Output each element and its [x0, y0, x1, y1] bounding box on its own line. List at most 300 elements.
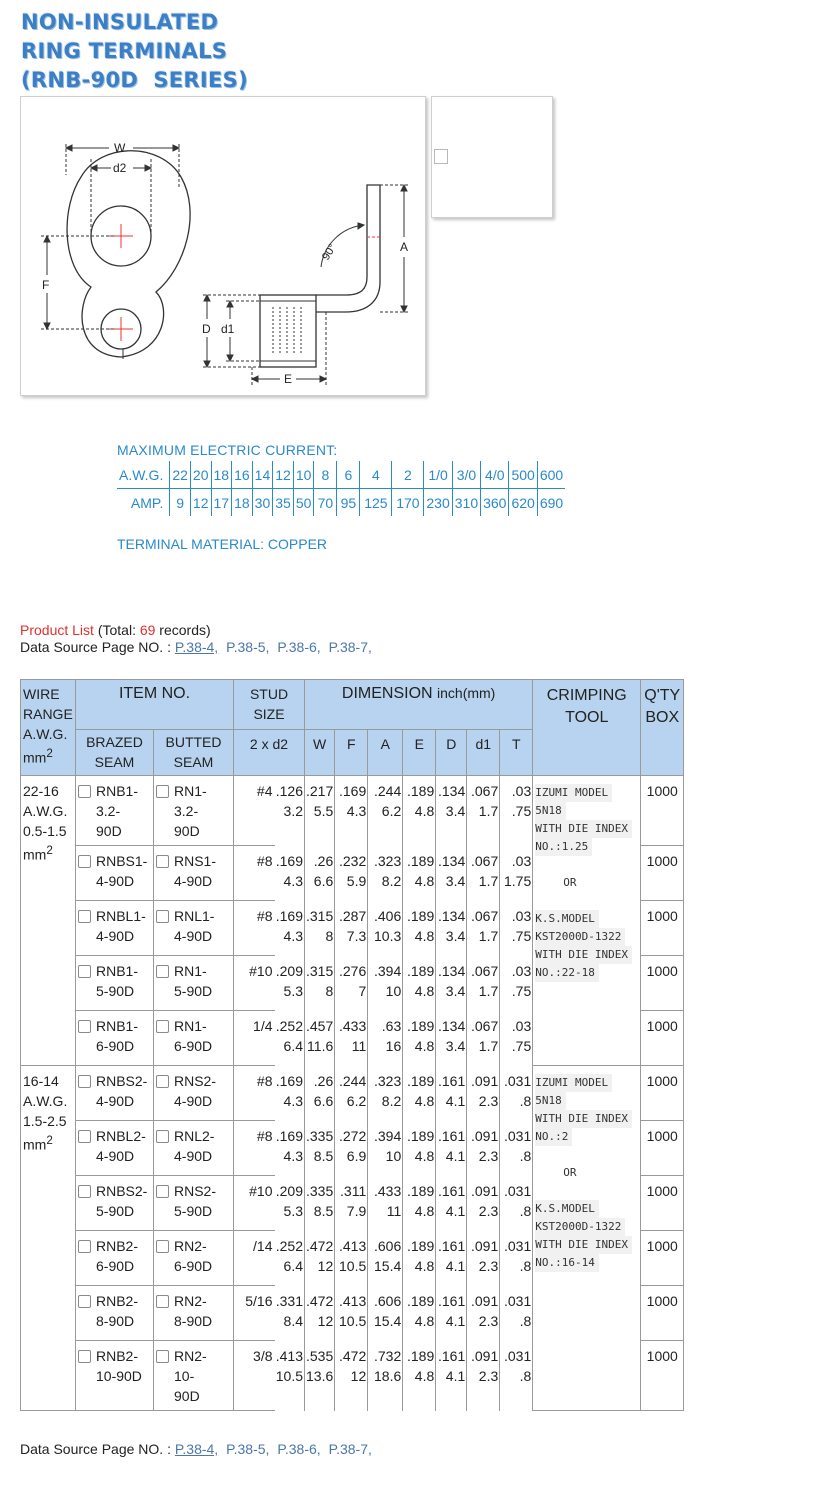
stud-size-cell: 3/8 — [234, 1341, 275, 1411]
select-checkbox[interactable] — [156, 855, 169, 868]
dimension-cell — [467, 846, 500, 901]
item-number-line: 6-90D — [174, 1258, 213, 1274]
dimension-cell — [500, 1011, 533, 1066]
dimension-mm: 11 — [351, 1037, 367, 1054]
awg-value: 16 — [232, 461, 253, 489]
material-value: COPPER — [267, 536, 328, 552]
brazed-seam-cell — [76, 1231, 154, 1286]
qty-cell: 1000 — [641, 846, 684, 901]
dimension-mm: 1.75 — [504, 872, 532, 889]
butted-seam-cell — [154, 1176, 234, 1231]
dimension-inch: .311 — [340, 1182, 367, 1199]
select-checkbox[interactable] — [78, 1240, 91, 1253]
dimension-mm: 8 — [325, 982, 334, 999]
dimension-inch: .335 — [306, 1182, 334, 1199]
dimension-cell — [436, 1341, 467, 1411]
item-number-line: 6-90D — [96, 1258, 135, 1274]
dimension-mm: 15.4 — [374, 1257, 402, 1274]
dimension-mm: 8.5 — [313, 1147, 334, 1164]
dimension-mm: 3.2 — [283, 803, 303, 819]
tool-line — [535, 784, 638, 802]
header-item-no: ITEM NO. — [76, 680, 234, 730]
header-stud-sub: 2 x d2 — [234, 730, 305, 776]
dimension-mm: 4.8 — [414, 927, 435, 944]
dimension-cell — [500, 1341, 533, 1411]
crimping-tool-text — [535, 784, 638, 982]
source-page-link[interactable]: P.38-4, — [174, 1441, 219, 1457]
tool-line-text: WITH DIE INDEX — [535, 1236, 632, 1254]
item-number-line: 4-90D — [96, 928, 135, 944]
dimension-inch: .323 — [374, 1072, 402, 1089]
dimension-inch: .031 — [504, 1237, 532, 1254]
dimension-cell — [500, 776, 533, 846]
dimension-inch: .091 — [471, 1292, 499, 1309]
dimension-cell — [305, 956, 335, 1011]
dimension-mm: 1.7 — [478, 872, 499, 889]
dimension-cell — [467, 1286, 500, 1341]
dimension-mm: 3.4 — [445, 872, 466, 889]
dimension-mm: 4.8 — [414, 1367, 435, 1384]
dimension-cell — [436, 1011, 467, 1066]
item-number-line: RNBS1- — [96, 853, 148, 869]
awg-value: 1/0 — [424, 461, 452, 489]
stud-size-cell: #10 — [234, 956, 275, 1011]
dimension-mm: 4.3 — [283, 872, 303, 889]
item-number-line: RNB2- — [96, 1348, 139, 1364]
tool-line — [535, 928, 638, 946]
select-checkbox[interactable] — [156, 965, 169, 978]
dimension-mm: 4.8 — [414, 803, 435, 819]
dimension-mm: 4.8 — [414, 1257, 435, 1274]
item-number-line: 4-90D — [174, 1093, 213, 1109]
dimension-mm: 4.1 — [445, 1092, 466, 1109]
total-prefix: (Total: — [97, 622, 140, 638]
dimension-inch: .067 — [471, 783, 499, 799]
tool-line-text: NO.:22-18 — [535, 964, 599, 982]
dimension-inch: .189 — [407, 1017, 435, 1034]
label-a: A — [400, 240, 409, 254]
wire-range-text: WIRE RANGE A.W.G. mm — [23, 686, 73, 766]
tool-line — [535, 838, 638, 856]
dimension-mm: 7.9 — [346, 1202, 367, 1219]
tool-line — [535, 1110, 638, 1128]
dimension-mm: 4.8 — [414, 1092, 435, 1109]
wire-range-line: 1.5-2.5 — [23, 1113, 67, 1129]
title-line-3: (RNB-90D SERIES) — [21, 68, 248, 92]
dimension-cell — [275, 901, 305, 956]
superscript-2: 2 — [46, 844, 53, 857]
qty-cell: 1000 — [641, 1176, 684, 1231]
tool-line-text: NO.:16-14 — [535, 1254, 599, 1272]
source-page-link[interactable]: P.38-7, — [328, 1441, 372, 1457]
brazed-item — [78, 1181, 151, 1221]
crimping-tool-cell — [533, 776, 641, 1066]
dimension-inch: .406 — [374, 907, 402, 924]
item-number-line: 5-90D — [96, 983, 135, 999]
select-checkbox[interactable] — [78, 1130, 91, 1143]
source-page-link[interactable]: P.38-5, — [226, 1441, 270, 1457]
dimension-cell — [305, 1341, 335, 1411]
dimension-cell — [305, 901, 335, 956]
amp-value: 230 — [424, 489, 452, 517]
amp-value: 17 — [211, 489, 232, 517]
dimension-mm: 4.1 — [445, 1202, 466, 1219]
awg-value: 4/0 — [481, 461, 509, 489]
item-number-line: 10- — [174, 1368, 195, 1384]
dimension-cell — [467, 901, 500, 956]
dimension-mm: 3.4 — [445, 927, 466, 944]
stud-size-cell: #8 — [234, 846, 275, 901]
select-checkbox[interactable] — [156, 785, 169, 798]
dimension-cell — [368, 1066, 403, 1121]
dimension-inch: .606 — [374, 1292, 402, 1309]
amp-value: 18 — [232, 489, 253, 517]
stud-size-cell: #4 — [234, 776, 275, 846]
data-source-top — [20, 639, 376, 655]
amp-value: 170 — [392, 489, 424, 517]
dimension-cell — [500, 1066, 533, 1121]
dimension-inch: .169 — [275, 852, 303, 869]
butted-seam-cell — [154, 1231, 234, 1286]
select-checkbox[interactable] — [78, 1020, 91, 1033]
dimension-mm: 5.3 — [283, 982, 303, 999]
select-checkbox[interactable] — [78, 785, 91, 798]
item-number — [96, 1291, 138, 1331]
item-number-line: 6-90D — [174, 1038, 213, 1054]
item-number — [174, 781, 207, 841]
dimension-inch: .169 — [275, 907, 303, 924]
source-page-link[interactable]: P.38-4, — [174, 639, 219, 655]
product-table — [20, 679, 684, 1411]
brazed-item — [78, 1236, 151, 1276]
terminal-material — [117, 536, 327, 552]
dimension-inch: .091 — [471, 1127, 499, 1144]
dimension-mm: 4.8 — [414, 1202, 435, 1219]
wire-range-cell — [21, 1066, 76, 1411]
tool-line-text: NO.:1.25 — [535, 838, 592, 856]
header-dim-t: T — [500, 730, 533, 776]
source-page-link[interactable]: P.38-6, — [277, 639, 321, 655]
dimension-cell — [275, 956, 305, 1011]
header-dim-f: F — [335, 730, 368, 776]
dimension-inch: .413 — [339, 1292, 367, 1309]
butted-item — [156, 851, 231, 891]
dimension-inch: .126 — [275, 783, 303, 799]
tool-line — [535, 1200, 638, 1218]
dimension-cell — [275, 1231, 305, 1286]
brazed-item — [78, 1071, 151, 1111]
electric-current-table — [117, 461, 565, 516]
dimension-mm: 4.1 — [445, 1257, 466, 1274]
product-table-body — [21, 776, 684, 1411]
dimension-inch: .394 — [374, 962, 402, 979]
dimension-mm: 6.4 — [283, 1037, 303, 1054]
select-checkbox[interactable] — [156, 1130, 169, 1143]
dimension-inch: .189 — [407, 852, 435, 869]
terminal-drawing — [21, 97, 425, 395]
butted-seam-cell — [154, 956, 234, 1011]
butted-item — [156, 1291, 231, 1331]
butted-seam-cell — [154, 1066, 234, 1121]
select-checkbox[interactable] — [78, 1185, 91, 1198]
total-count: 69 — [139, 622, 156, 638]
dimension-mm: 1.7 — [478, 927, 499, 944]
item-number — [96, 1236, 138, 1276]
item-number-line: 4-90D — [96, 1093, 135, 1109]
brazed-seam-cell — [76, 901, 154, 956]
dimension-cell — [436, 956, 467, 1011]
header-wire-range — [21, 680, 76, 776]
brazed-item — [78, 781, 151, 841]
awg-label: A.W.G. — [117, 461, 170, 489]
dimension-mm: 5.9 — [346, 872, 367, 889]
dimension-mm: 1.7 — [478, 1037, 499, 1054]
dimension-mm: 10.5 — [275, 1367, 303, 1384]
dimension-cell — [368, 1231, 403, 1286]
tool-line — [535, 1236, 638, 1254]
stud-size-cell: #8 — [234, 901, 275, 956]
dimension-cell — [403, 1176, 436, 1231]
item-number — [174, 1346, 207, 1406]
label-d: D — [202, 322, 211, 336]
butted-seam-cell — [154, 846, 234, 901]
dimension-inch: .189 — [407, 962, 435, 979]
select-checkbox[interactable] — [156, 1240, 169, 1253]
data-source-bottom — [20, 1441, 376, 1457]
butted-seam-cell — [154, 1011, 234, 1066]
select-checkbox[interactable] — [156, 1350, 169, 1363]
dimension-inch: .189 — [407, 907, 435, 924]
dimension-mm: 4.8 — [414, 1037, 435, 1054]
dimension-cell — [335, 1121, 368, 1176]
butted-item — [156, 1016, 231, 1056]
dimension-inch: .472 — [306, 1237, 334, 1254]
source-page-link[interactable]: P.38-6, — [277, 1441, 321, 1457]
qty-cell: 1000 — [641, 776, 684, 846]
dimension-mm: 2.3 — [478, 1312, 499, 1329]
awg-value: 500 — [509, 461, 537, 489]
dimension-inch: .161 — [438, 1237, 466, 1254]
source-page-link[interactable]: P.38-7, — [328, 639, 372, 655]
header-butted-seam: BUTTED SEAM — [154, 730, 234, 776]
stud-size-cell: /14 — [234, 1231, 275, 1286]
dimension-inch: .472 — [339, 1347, 367, 1364]
amp-value: 95 — [337, 489, 360, 517]
wire-range-line: mm — [23, 846, 47, 863]
dimension-mm: 6.6 — [313, 1092, 334, 1109]
select-checkbox[interactable] — [156, 1185, 169, 1198]
dimension-cell — [467, 1011, 500, 1066]
dimension-inch: .209 — [275, 1182, 303, 1199]
item-number-line: RN2- — [174, 1293, 207, 1309]
amp-row — [117, 489, 565, 517]
dimension-mm: 13.6 — [306, 1367, 334, 1384]
dimension-mm: 1.7 — [478, 982, 499, 999]
header-dim-e: E — [403, 730, 436, 776]
dimension-mm: .75 — [511, 927, 532, 944]
dimension-cell — [403, 1121, 436, 1176]
dimension-mm: 6.2 — [346, 1092, 367, 1109]
dimension-mm: .8 — [519, 1367, 532, 1384]
amp-value: 12 — [190, 489, 211, 517]
amp-label: AMP. — [130, 494, 164, 511]
item-number — [96, 1126, 146, 1166]
tool-line-text: OR — [563, 1166, 577, 1179]
dimension-cell — [368, 776, 403, 846]
dimension-mm: 1.7 — [478, 803, 499, 819]
dimension-inch: .031 — [504, 1292, 532, 1309]
dimension-inch: .134 — [438, 907, 466, 924]
item-number-line: RN1- — [174, 783, 207, 799]
item-number — [174, 1016, 212, 1056]
dimension-mm: .8 — [519, 1312, 532, 1329]
dimension-cell — [305, 1231, 335, 1286]
dimension-inch: .03 — [511, 852, 532, 869]
dimension-inch: .169 — [275, 1072, 303, 1089]
awg-value: 6 — [337, 461, 360, 489]
tool-line-text: K.S.MODEL — [535, 1200, 599, 1218]
dimension-mm: 6.9 — [346, 1147, 367, 1164]
dimension-cell — [275, 1011, 305, 1066]
dimension-inch: .134 — [438, 783, 466, 799]
amp-value: 30 — [252, 489, 273, 517]
dimension-cell — [335, 1176, 368, 1231]
qty-cell: 1000 — [641, 1341, 684, 1411]
dimension-unit: inch(mm) — [437, 685, 496, 701]
dimension-inch: .26 — [313, 852, 334, 869]
dimension-inch: .031 — [504, 1127, 532, 1144]
dimension-inch: .732 — [374, 1347, 402, 1364]
amp-value: 35 — [273, 489, 294, 517]
dimension-mm: 3.4 — [445, 982, 466, 999]
awg-value: 600 — [537, 461, 565, 489]
dimension-cell — [275, 1121, 305, 1176]
dimension-cell — [275, 1341, 305, 1411]
select-checkbox[interactable] — [78, 1075, 91, 1088]
dimension-mm: 18.6 — [374, 1367, 402, 1384]
item-number — [174, 1071, 216, 1111]
item-number — [174, 851, 216, 891]
dimension-mm: 8.2 — [381, 872, 402, 889]
dimension-inch: .189 — [407, 1182, 435, 1199]
item-number — [174, 1291, 212, 1331]
dimension-mm: 3.4 — [445, 803, 466, 819]
dimension-cell — [500, 1176, 533, 1231]
header-dim-d1: d1 — [467, 730, 500, 776]
dimension-mm: .8 — [519, 1202, 532, 1219]
item-number — [174, 1236, 212, 1276]
source-page-link[interactable]: P.38-5, — [226, 639, 270, 655]
brazed-item — [78, 1346, 151, 1386]
butted-seam-cell — [154, 776, 234, 846]
select-checkbox[interactable] — [156, 1020, 169, 1033]
dimension-inch: .433 — [374, 1182, 402, 1199]
dimension-inch: .091 — [471, 1072, 499, 1089]
dimension-mm: 6.6 — [313, 872, 334, 889]
dimension-cell — [436, 1121, 467, 1176]
tool-line-text: WITH DIE INDEX — [535, 820, 632, 838]
dimension-inch: .244 — [339, 1072, 367, 1089]
brazed-item — [78, 851, 151, 891]
dimension-mm: 4.3 — [346, 803, 367, 819]
dimension-cell — [467, 956, 500, 1011]
dimension-mm: 10.5 — [339, 1312, 367, 1329]
dimension-inch: .067 — [471, 962, 499, 979]
select-checkbox[interactable] — [78, 855, 91, 868]
dimension-inch: .315 — [306, 907, 334, 924]
qty-cell: 1000 — [641, 1286, 684, 1341]
dimension-inch: .161 — [438, 1127, 466, 1144]
dimension-inch: .067 — [471, 1017, 499, 1034]
label-d1: d1 — [221, 322, 235, 336]
item-number — [174, 906, 214, 946]
select-checkbox[interactable] — [78, 1295, 91, 1308]
dimension-cell — [500, 901, 533, 956]
dimension-mm: 10.5 — [339, 1257, 367, 1274]
item-number-line: RNS1- — [174, 853, 217, 869]
dimension-cell — [467, 1121, 500, 1176]
header-qty-box: Q'TY BOX — [641, 680, 684, 776]
item-number-line: 5-90D — [174, 983, 213, 999]
select-checkbox[interactable] — [78, 1350, 91, 1363]
item-number-line: 8-90D — [96, 1313, 135, 1329]
item-number-line: RNB1- — [96, 963, 139, 979]
dimension-inch: .276 — [339, 962, 367, 979]
dimension-inch: .252 — [275, 1017, 303, 1034]
select-checkbox[interactable] — [156, 1295, 169, 1308]
header-dim-d: D — [436, 730, 467, 776]
select-checkbox[interactable] — [78, 910, 91, 923]
item-number-line: 8-90D — [174, 1313, 213, 1329]
select-checkbox[interactable] — [78, 965, 91, 978]
item-number-line: RNBL1- — [96, 908, 146, 924]
item-number-line: RNB2- — [96, 1238, 139, 1254]
electric-current-section — [117, 442, 565, 516]
dimension-cell — [500, 1286, 533, 1341]
brazed-item — [78, 961, 151, 1001]
stud-size-cell: #8 — [234, 1121, 275, 1176]
dimension-inch: .457 — [306, 1017, 334, 1034]
data-source-label: Data Source Page NO. : — [20, 639, 171, 655]
item-number — [96, 906, 146, 946]
wire-range-line: A.W.G. — [23, 803, 68, 819]
dimension-inch: .335 — [306, 1127, 334, 1144]
dimension-mm: 8 — [325, 927, 334, 944]
select-checkbox[interactable] — [156, 1075, 169, 1088]
item-number-line: 6-90D — [96, 1038, 135, 1054]
amp-value: 310 — [452, 489, 480, 517]
wire-range-cell — [21, 776, 76, 1066]
dimension-mm: .8 — [519, 1257, 532, 1274]
dimension-inch: .315 — [306, 962, 334, 979]
dimension-inch: .535 — [306, 1347, 334, 1364]
item-number-line: RNL1- — [174, 908, 215, 924]
awg-value: 12 — [273, 461, 294, 489]
tool-line-text: WITH DIE INDEX — [535, 1110, 632, 1128]
dimension-cell — [467, 1231, 500, 1286]
dimension-cell — [335, 1066, 368, 1121]
dimension-inch: .134 — [438, 962, 466, 979]
dimension-inch: .091 — [471, 1182, 499, 1199]
dimension-inch: .472 — [306, 1292, 334, 1309]
dimension-mm: 12 — [317, 1312, 334, 1329]
select-checkbox[interactable] — [156, 910, 169, 923]
dimension-mm: 12 — [317, 1257, 334, 1274]
page-title — [21, 8, 248, 95]
product-photo — [431, 96, 553, 218]
dimension-inch: .217 — [306, 783, 334, 799]
dimension-cell — [403, 1231, 436, 1286]
